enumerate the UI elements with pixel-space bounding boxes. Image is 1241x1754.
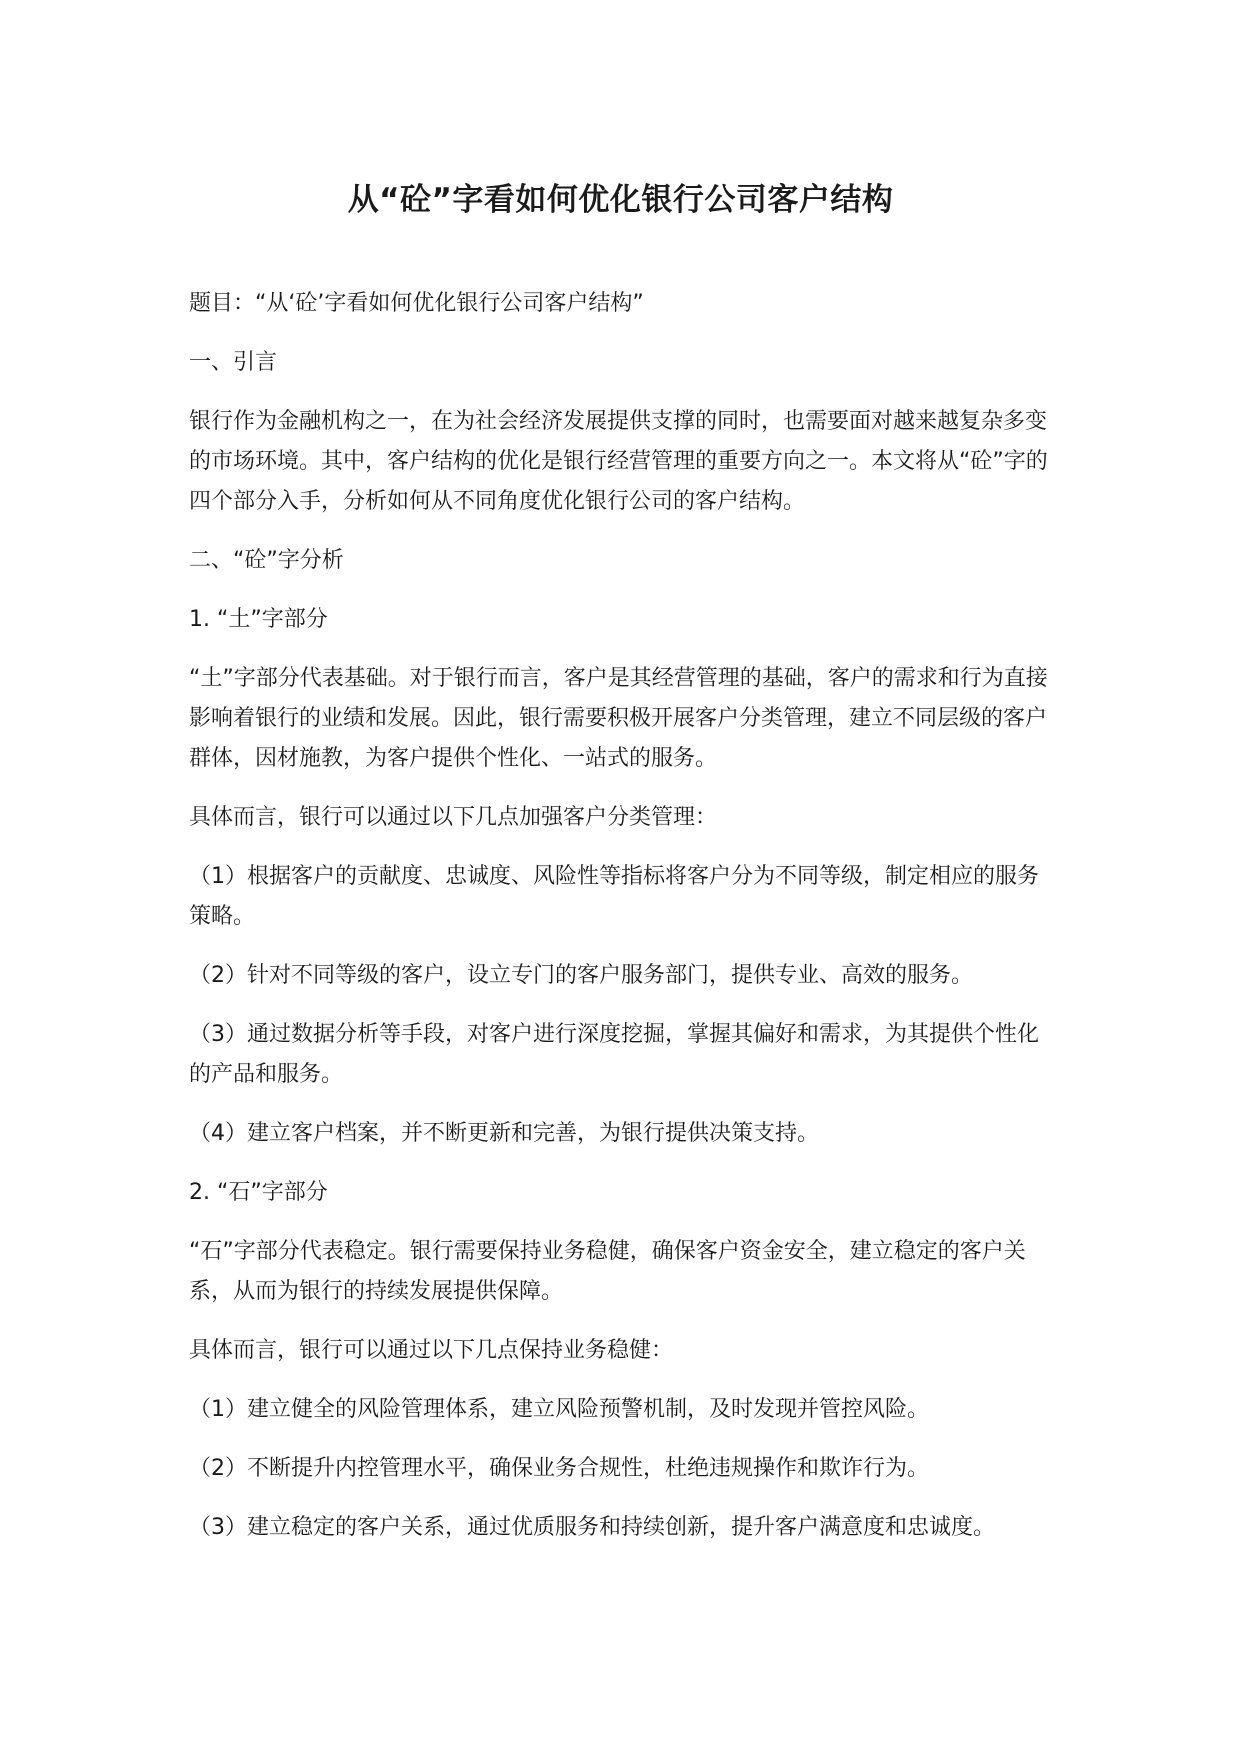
stone-measure-2: （2）不断提升内控管理水平，确保业务合规性，杜绝违规操作和欺诈行为。 — [189, 1456, 929, 1481]
earth-measure-4: （4）建立客户档案，并不断更新和完善，为银行提供决策支持。 — [189, 1121, 819, 1146]
stone-measure-3: （3）建立稳定的客户关系，通过优质服务和持续创新，提升客户满意度和忠诚度。 — [189, 1515, 995, 1540]
stone-measure-1: （1）建立健全的风险管理体系，建立风险预警机制，及时发现并管控风险。 — [189, 1397, 929, 1422]
stone-part-paragraph: “石”字部分代表稳定。银行需要保持业务稳健，确保客户资金安全，建立稳定的客户关系，从而为银行的持续发展提供保障。 — [189, 1239, 1026, 1304]
earth-measure-3: （3）通过数据分析等手段，对客户进行深度挖掘，掌握其偏好和需求，为其提供个性化的产品和服务。 — [189, 1022, 1039, 1087]
stone-measures-lead: 具体而言，银行可以通过以下几点保持业务稳健： — [189, 1338, 674, 1363]
intro-paragraph: 银行作为金融机构之一，在为社会经济发展提供支撑的同时，也需要面对越来越复杂多变的市场环境。其中，客户结构的优化是银行经营管理的重要方向之一。本文将从“砼”字的四个部分入手，分析如何从不同角度优化银行公司的客户结构。 — [189, 409, 1048, 514]
document-body — [189, 284, 1057, 1548]
subheading-earth-part: 1. “土”字部分 — [189, 607, 328, 632]
section-heading-analysis: 二、“砼”字分析 — [189, 548, 344, 573]
earth-measure-2: （2）针对不同等级的客户，设立专门的客户服务部门，提供专业、高效的服务。 — [189, 963, 973, 988]
earth-measure-1: （1）根据客户的贡献度、忠诚度、风险性等指标将客户分为不同等级，制定相应的服务策略。 — [189, 864, 1039, 929]
topic-line: 题目：“从‘砼’字看如何优化银行公司客户结构” — [189, 291, 644, 316]
subheading-stone-part: 2. “石”字部分 — [189, 1180, 328, 1205]
earth-measures-lead: 具体而言，银行可以通过以下几点加强客户分类管理： — [189, 805, 718, 830]
document-title: 从“砼”字看如何优化银行公司客户结构 — [347, 182, 894, 218]
earth-part-paragraph: “土”字部分代表基础。对于银行而言，客户是其经营管理的基础，客户的需求和行为直接影响着银行的业绩和发展。因此，银行需要积极开展客户分类管理，建立不同层级的客户群体，因材施教，为客户提供个性化、一站式的服务。 — [189, 666, 1048, 771]
section-heading-intro: 一、引言 — [189, 350, 278, 375]
